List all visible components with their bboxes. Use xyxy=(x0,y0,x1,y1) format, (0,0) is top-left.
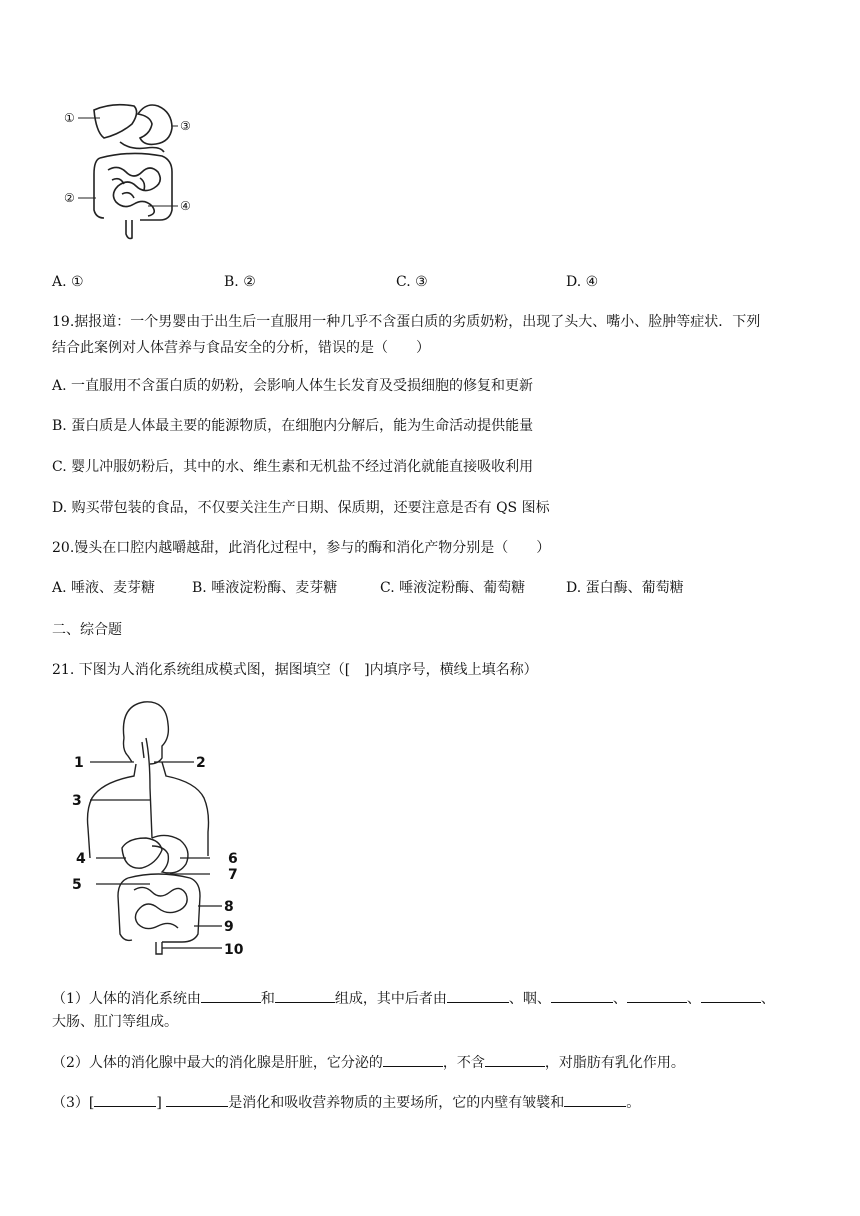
q19-option-c: C. 婴儿冲服奶粉后，其中的水、维生素和无机盐不经过消化就能直接吸收利用 xyxy=(52,459,534,475)
answer-blank-11[interactable] xyxy=(564,1092,626,1107)
fig2-label-7: 7 xyxy=(228,867,238,883)
q21-part1-line1 xyxy=(52,988,775,1009)
q19-stem-line2: 结合此案例对人体营养与食品安全的分析，错误的是（ ） xyxy=(52,340,430,356)
q21-p3-text-b: ] xyxy=(156,1095,162,1111)
stomach-shape xyxy=(138,105,172,144)
q21-p3-text-c: 是消化和吸收营养物质的主要场所，它的内壁有皱襞和 xyxy=(228,1095,565,1111)
fig2-label-1: 1 xyxy=(74,755,84,771)
q21-p1-text-b: 和 xyxy=(260,991,275,1007)
fig1-label-1: ① xyxy=(64,111,75,125)
answer-blank-6[interactable] xyxy=(701,988,761,1003)
small-intestine-shape xyxy=(108,167,160,216)
q20-option-d: D. 蛋白酶、葡萄糖 xyxy=(566,580,684,596)
fig2-label-4: 4 xyxy=(76,851,86,867)
q18-option-d: D. ④ xyxy=(566,274,599,290)
stomach-shape xyxy=(152,835,188,873)
esophagus-shape xyxy=(146,738,152,838)
rectum-shape xyxy=(156,942,162,954)
q19-option-a: A. 一直服用不含蛋白质的奶粉，会影响人体生长发育及受损细胞的修复和更新 xyxy=(52,378,534,394)
fig2-label-8: 8 xyxy=(224,899,234,915)
q21-p2-text-c: ，对脂肪有乳化作用。 xyxy=(544,1055,685,1071)
q20-option-b: B. 唾液淀粉酶、麦芽糖 xyxy=(192,580,338,596)
q19-option-d: D. 购买带包装的食品，不仅要关注生产日期、保质期，还要注意是否有 QS 图标 xyxy=(52,500,550,516)
q21-part2 xyxy=(52,1052,685,1073)
small-intestine-shape xyxy=(134,887,187,928)
answer-blank-9[interactable] xyxy=(94,1092,156,1107)
digestive-system-figure xyxy=(62,698,252,960)
body-outline xyxy=(88,764,137,858)
head-outline xyxy=(123,702,168,764)
q21-p1-text-e: 、 xyxy=(612,991,627,1007)
q21-stem: 21. 下图为人消化系统组成模式图，据图填空（[ ]内填序号，横线上填名称） xyxy=(52,662,538,678)
fig2-label-10: 10 xyxy=(224,942,244,958)
fig2-label-6: 6 xyxy=(228,851,238,867)
answer-blank-5[interactable] xyxy=(627,988,687,1003)
q21-p1-text-g: 、 xyxy=(760,991,775,1007)
q18-option-a: A. ① xyxy=(52,274,84,290)
fig1-label-4: ④ xyxy=(180,199,191,213)
q21-p1-text-c: 组成，其中后者由 xyxy=(334,991,447,1007)
liver-shape xyxy=(94,105,137,138)
liver-shape xyxy=(122,838,162,868)
answer-blank-2[interactable] xyxy=(275,988,335,1003)
q20-stem: 20.馒头在口腔内越嚼越甜，此消化过程中，参与的酶和消化产物分别是（ ） xyxy=(52,540,551,556)
q21-part3 xyxy=(52,1092,640,1113)
q21-p3-text-d: 。 xyxy=(626,1095,641,1111)
fig1-label-3: ③ xyxy=(180,119,191,133)
rectum-shape xyxy=(126,220,132,239)
q20-option-c: C. 唾液淀粉酶、葡萄糖 xyxy=(380,580,526,596)
section-title: 二、综合题 xyxy=(52,622,122,638)
answer-blank-3[interactable] xyxy=(447,988,509,1003)
q21-p1-text-f: 、 xyxy=(686,991,701,1007)
answer-blank-4[interactable] xyxy=(551,988,613,1003)
q21-p2-text-a: （2）人体的消化腺中最大的消化腺是肝脏，它分泌的 xyxy=(52,1055,383,1071)
large-intestine-shape xyxy=(94,158,104,218)
q18-option-b: B. ② xyxy=(224,274,256,290)
fig2-label-9: 9 xyxy=(224,919,234,935)
fig2-label-2: 2 xyxy=(196,755,206,771)
q19-stem-line1: 19.据报道：一个男婴由于出生后一直服用一种几乎不含蛋白质的劣质奶粉，出现了头大、嘴小、脸肿等症状．下列 xyxy=(52,314,761,330)
q20-option-a: A. 唾液、麦芽糖 xyxy=(52,580,156,596)
q18-option-c: C. ③ xyxy=(396,274,428,290)
fig2-label-3: 3 xyxy=(72,793,82,809)
digestive-organs-figure xyxy=(60,98,200,243)
q21-p1-text-a: （1）人体的消化系统由 xyxy=(52,991,201,1007)
answer-blank-1[interactable] xyxy=(201,988,261,1003)
fig2-label-5: 5 xyxy=(72,877,82,893)
answer-blank-10[interactable] xyxy=(166,1092,228,1107)
q21-p2-text-b: ，不含 xyxy=(442,1055,485,1071)
answer-blank-8[interactable] xyxy=(485,1052,545,1067)
large-intestine-shape xyxy=(118,878,132,940)
q21-p3-text-a: （3）[ xyxy=(52,1095,95,1111)
q19-option-b: B. 蛋白质是人体最主要的能源物质，在细胞内分解后，能为生命活动提供能量 xyxy=(52,418,534,434)
fig1-label-2: ② xyxy=(64,191,75,205)
q21-part1-line2: 大肠、肛门等组成。 xyxy=(52,1014,178,1030)
answer-blank-7[interactable] xyxy=(383,1052,443,1067)
q21-p1-text-d: 、咽、 xyxy=(508,991,551,1007)
